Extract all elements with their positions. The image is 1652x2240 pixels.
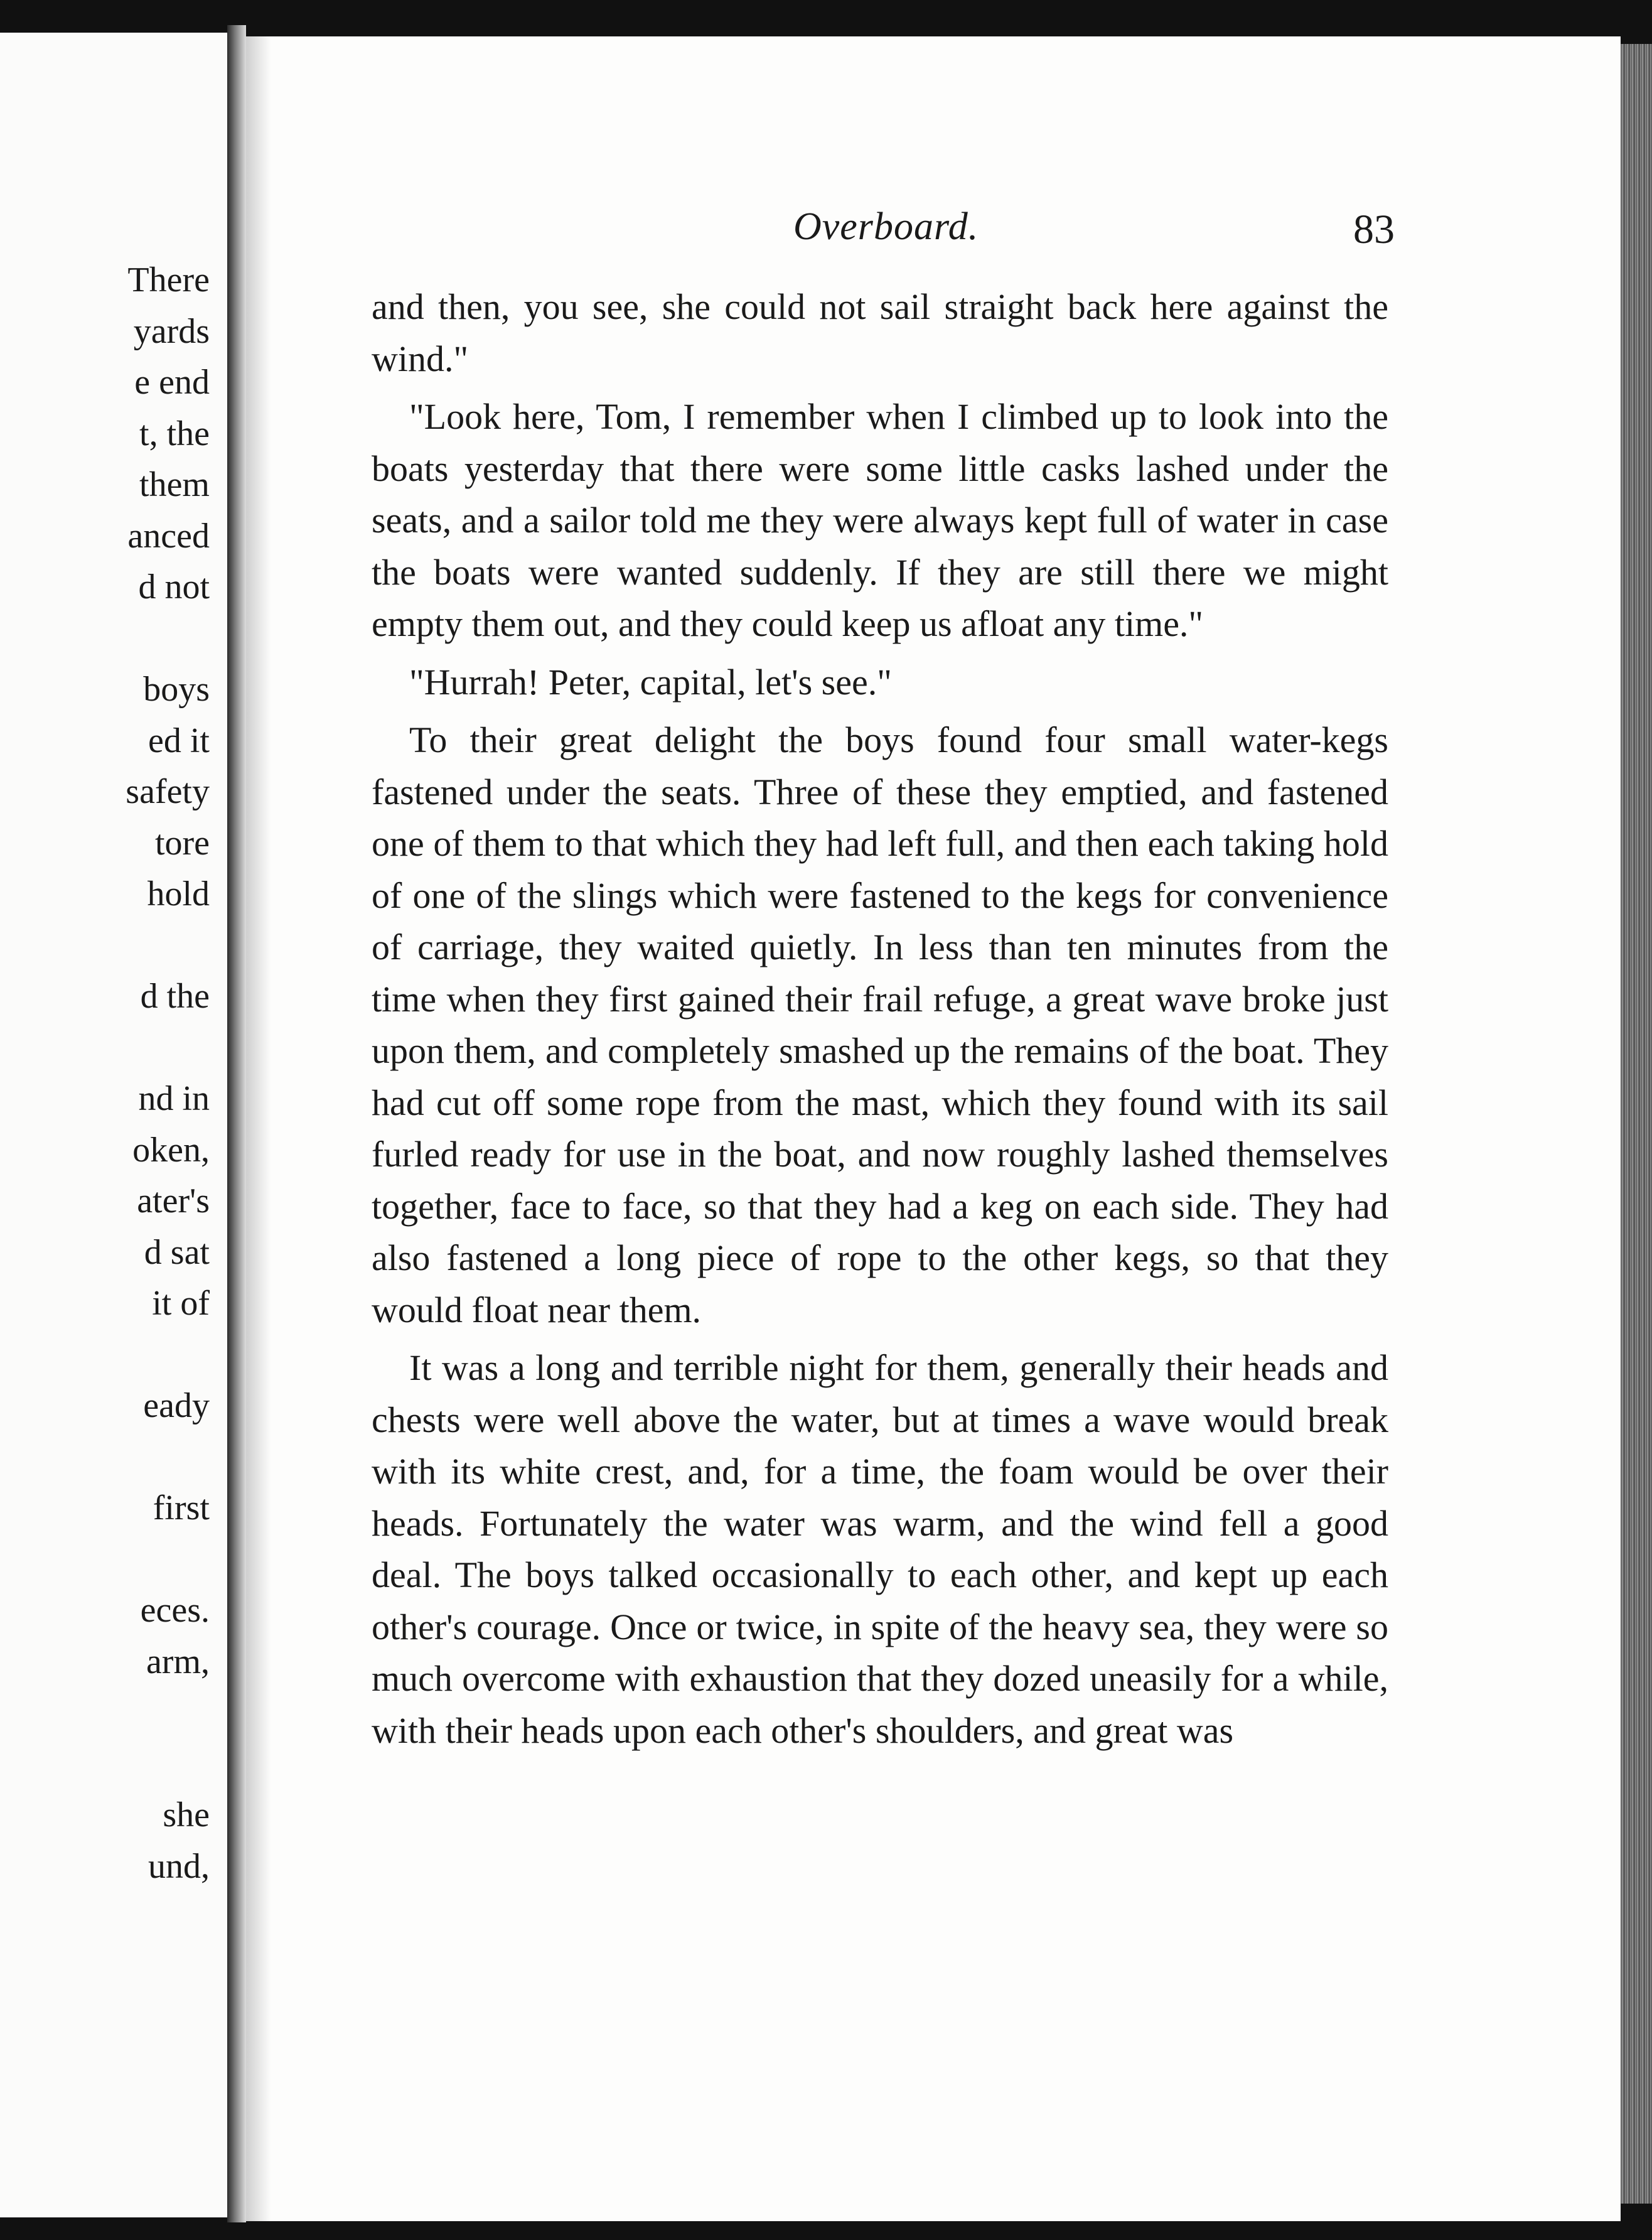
left-page-line-fragment: safety: [126, 772, 210, 811]
left-page-line-fragment: eces.: [140, 1591, 210, 1630]
left-page-line-fragment: e end: [134, 363, 210, 402]
paragraph: and then, you see, she could not sail straight back here against the wind.": [372, 286, 1388, 379]
left-page-line-fragment: d not: [138, 568, 210, 606]
paragraph: "Look here, Tom, I remember when I climbed up to look into the boats yesterday that there were some little casks lashed under the seats, and a sailor told me they were always kept full of water in case the boats were wanted suddenly. If they are still there we might empty them out, and they could keep us afloat any time.": [372, 396, 1388, 644]
left-page-line-fragment: yards: [133, 311, 210, 351]
paragraph: "Hurrah! Peter, capital, let's see.": [409, 661, 892, 703]
left-page-line-fragment: t, the: [139, 414, 210, 453]
left-page-line-fragment: anced: [127, 516, 210, 556]
left-page-line-fragment: hold: [147, 875, 210, 913]
page-number: 83: [1353, 207, 1395, 252]
facing-page-left: [0, 33, 227, 2217]
running-head: Overboard.: [793, 205, 979, 248]
left-page-line-fragment: und,: [148, 1846, 210, 1886]
left-page-line-fragment: ater's: [137, 1182, 210, 1220]
page-block-edge: [1621, 44, 1652, 2204]
left-page-line-fragment: There: [127, 261, 210, 299]
left-page-line-fragment: d the: [140, 977, 210, 1016]
left-page-line-fragment: nd in: [138, 1079, 210, 1118]
left-page-line-fragment: it of: [152, 1284, 210, 1323]
left-page-line-fragment: tore: [154, 823, 210, 863]
page-83: [246, 36, 1621, 2221]
left-page-line-fragment: oken,: [132, 1130, 210, 1170]
body-text: [372, 281, 1388, 1757]
left-page-line-fragment: boys: [143, 670, 210, 709]
left-page-line-fragment: eady: [143, 1386, 210, 1425]
left-page-line-fragment: arm,: [146, 1642, 210, 1681]
left-page-line-fragment: d sat: [144, 1232, 210, 1272]
book-gutter: [227, 25, 246, 2222]
left-page-line-fragment: ed it: [148, 721, 210, 760]
left-page-line-fragment: them: [139, 465, 210, 504]
paragraph: To their great delight the boys found four small water-kegs fastened under the seats. Three of these they emptied, and fastened one of them to that which they had left full, and then each taking hold of one of the slings which were fastened to the kegs for convenience of carriage, they waited quietly. In less than ten minutes from the time when they first gained their frail refuge, a great wave broke just upon them, and completely smashed up the remains of the boat. They had cut off some rope from the mast, which they found with its sail furled ready for use in the boat, and now roughly lashed themselves together, face to face, so that they had a keg on each side. They had also fastened a long piece of rope to the other kegs, so that they would float near them.: [372, 719, 1388, 1330]
paragraph: It was a long and terrible night for them, generally their heads and chests were well above the water, but at times a wave would break with its white crest, and, for a time, the foam would be over their heads. Fortunately the water was warm, and the wind fell a good deal. The boys talked occasionally to each other, and kept up each other's courage. Once or twice, in spite of the heavy sea, they were so much overcome with exhaustion that they dozed uneasily for a while, with their heads upon each other's shoulders, and great was: [372, 1347, 1388, 1751]
gutter-shadow: [246, 36, 271, 2221]
left-page-line-fragment: she: [163, 1796, 210, 1834]
left-page-line-fragment: first: [153, 1489, 210, 1527]
